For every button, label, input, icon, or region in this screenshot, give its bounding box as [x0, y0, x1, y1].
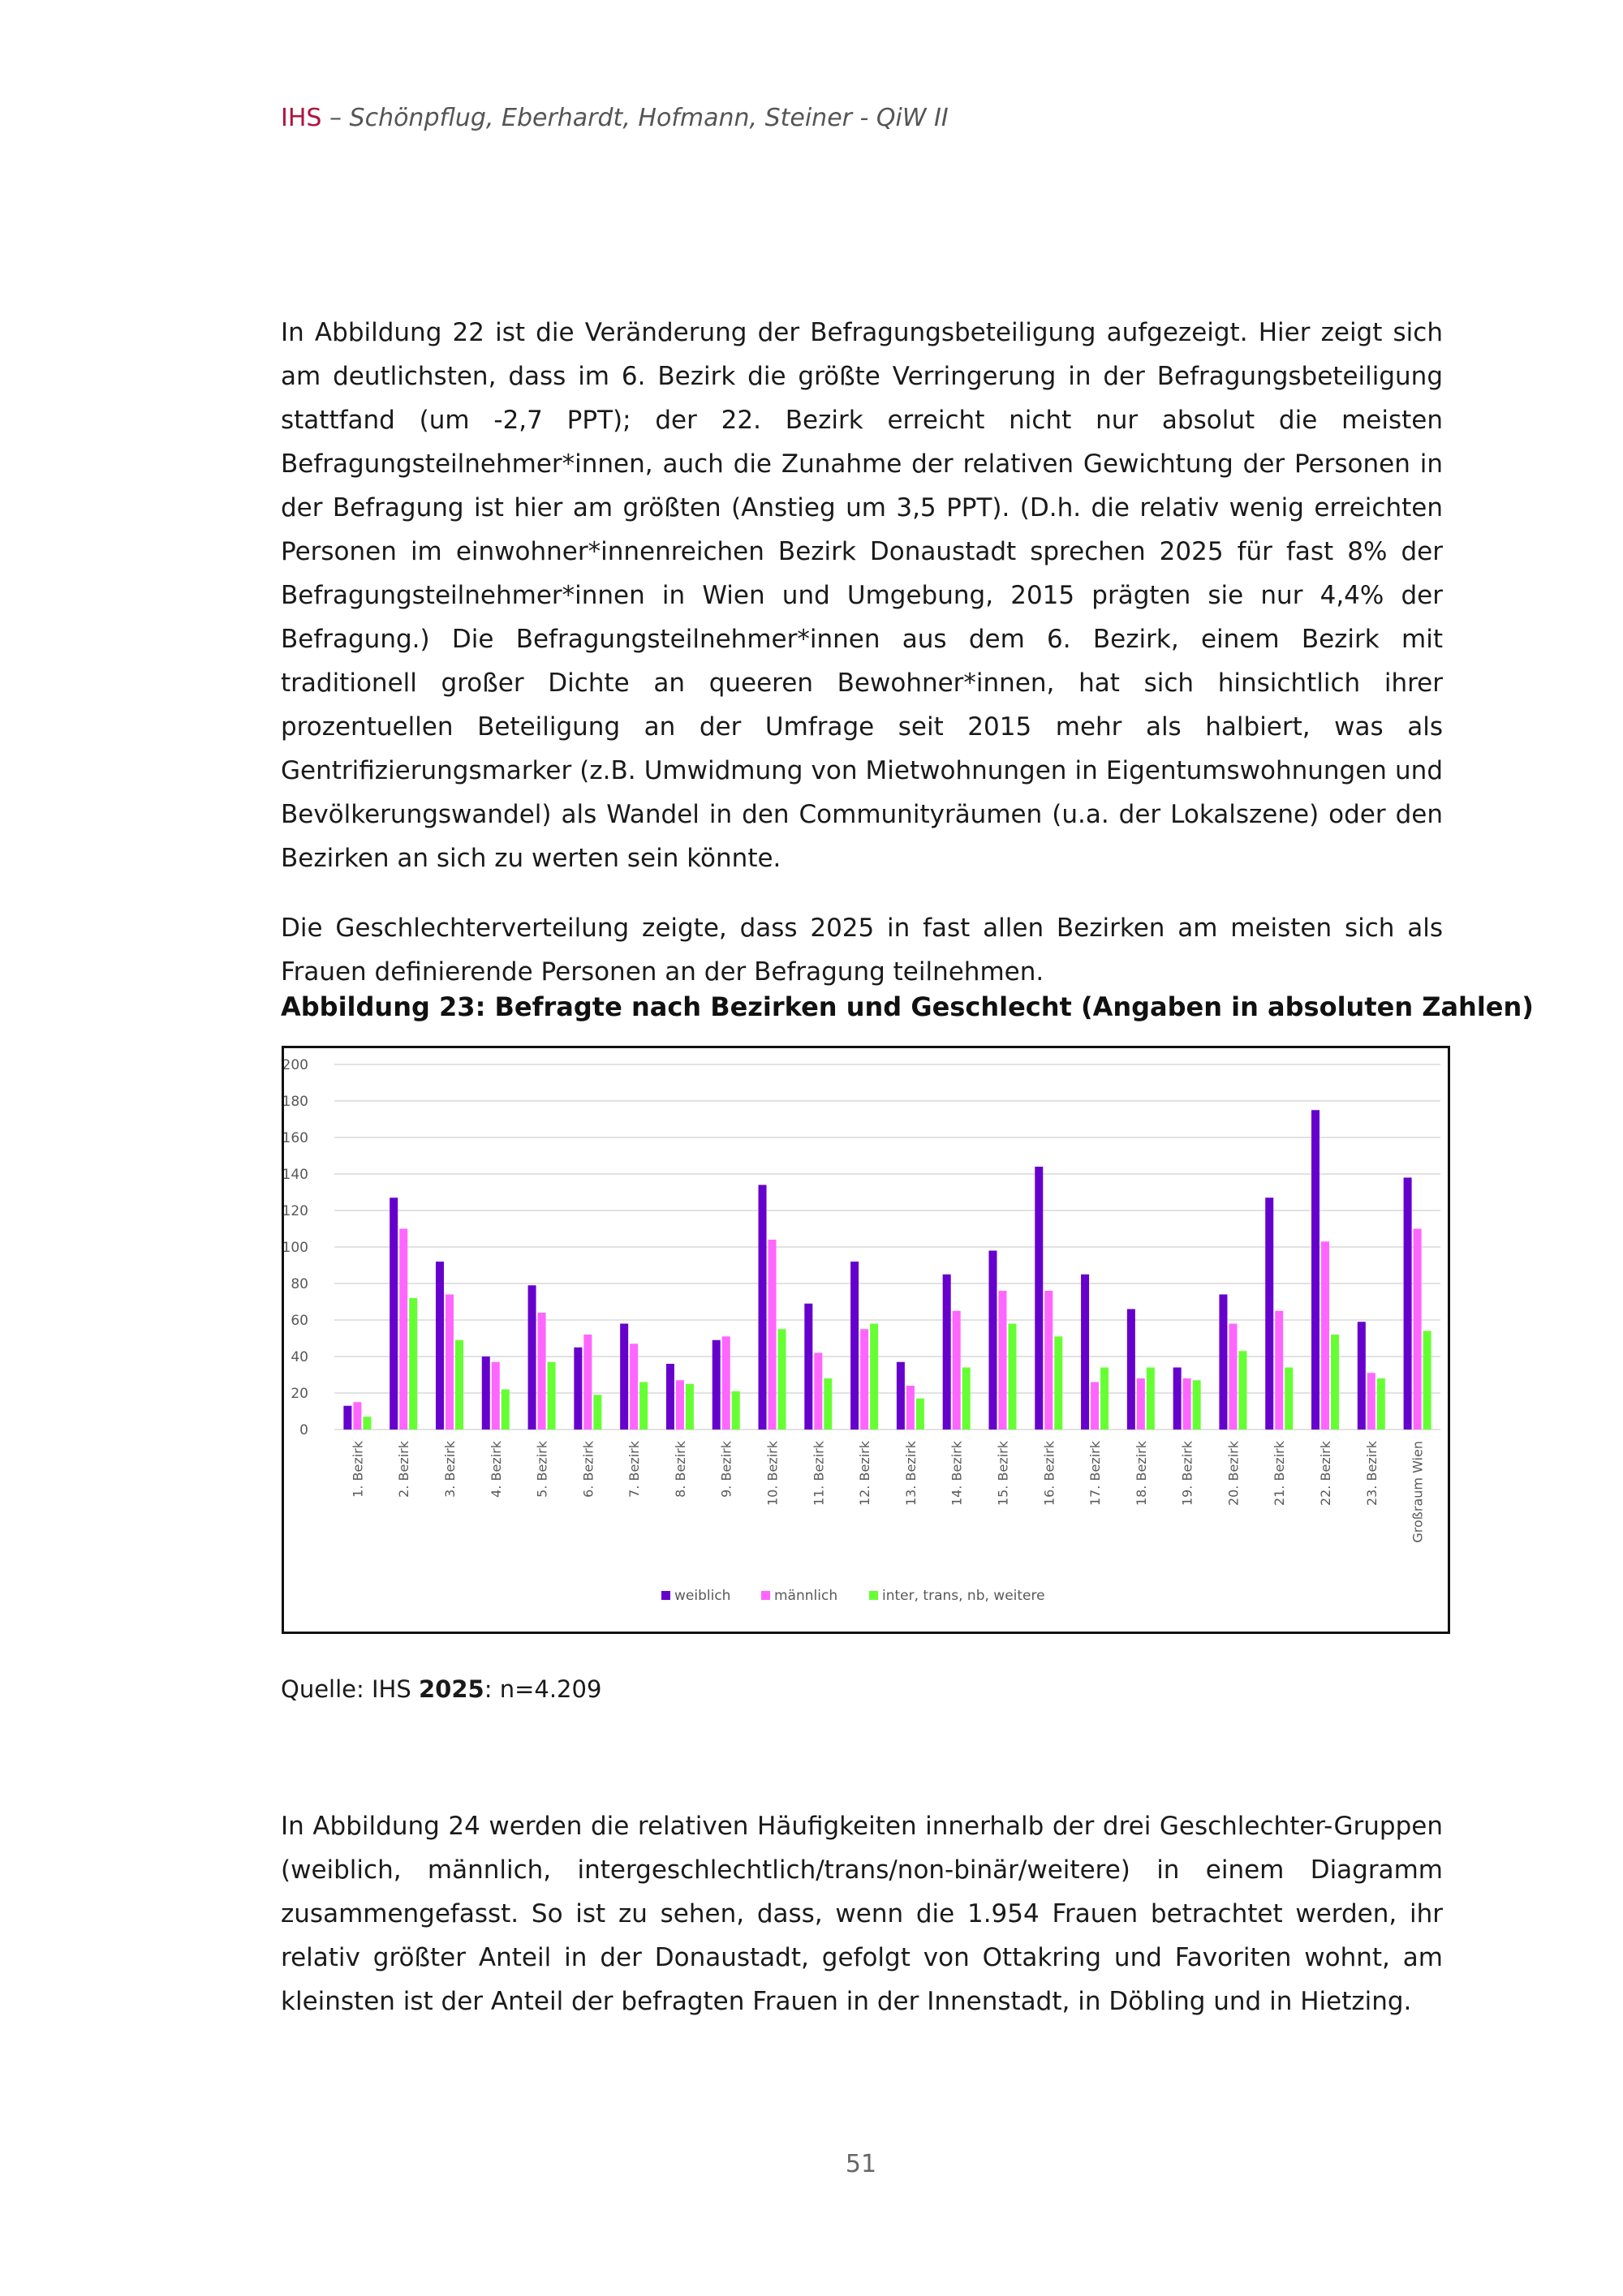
bar-weiblich [1404, 1178, 1412, 1430]
y-tick-label: 60 [291, 1313, 308, 1329]
bar-inter [548, 1362, 556, 1430]
x-tick-label: 7. Bezirk [626, 1441, 643, 1498]
bar-inter [1423, 1331, 1431, 1430]
bar-inter [732, 1391, 740, 1430]
bar-männlich [1321, 1241, 1329, 1430]
x-tick-label: 12. Bezirk [857, 1441, 873, 1507]
legend-label: weiblich [674, 1588, 731, 1604]
bar-inter [1285, 1368, 1293, 1430]
bar-inter [1193, 1380, 1201, 1430]
bar-weiblich [943, 1275, 951, 1430]
y-tick-label: 180 [284, 1094, 308, 1110]
y-tick-label: 0 [299, 1422, 308, 1438]
chart-frame [282, 1046, 1450, 1634]
y-tick-label: 40 [291, 1349, 308, 1365]
legend-label: männlich [774, 1588, 838, 1604]
bar-männlich [1414, 1229, 1422, 1430]
bar-männlich [1183, 1378, 1191, 1430]
x-tick-label: 13. Bezirk [902, 1441, 919, 1507]
x-tick-label: 23. Bezirk [1363, 1441, 1380, 1507]
x-tick-label: 9. Bezirk [718, 1441, 734, 1498]
y-tick-label: 160 [284, 1130, 308, 1146]
x-tick-label: 16. Bezirk [1041, 1441, 1057, 1507]
bar-weiblich [1358, 1322, 1366, 1430]
x-tick-label: 22. Bezirk [1318, 1441, 1334, 1507]
paragraph-gender-distribution: Die Geschlechterverteilung zeigte, dass 2025 in fast allen Bezirken am meisten sich als Frauen definierende Personen an der Befragung teilnehmen. [281, 914, 1443, 987]
x-tick-label: 20. Bezirk [1225, 1441, 1242, 1507]
bar-inter [778, 1329, 786, 1430]
bar-inter [409, 1298, 417, 1430]
x-tick-label: Großraum Wien [1410, 1441, 1426, 1543]
x-tick-label: 17. Bezirk [1087, 1441, 1104, 1507]
bar-männlich [814, 1353, 822, 1430]
bar-männlich [1367, 1373, 1375, 1430]
bar-inter [593, 1395, 601, 1430]
bar-weiblich [666, 1364, 674, 1430]
paragraph-relative-frequencies: In Abbildung 24 werden die relativen Häufigkeiten innerhalb der drei Geschlechter-Gruppen (weiblich, männlich, intergeschlechtlich/trans/non-binär/weitere) in einem Diagramm zusammengefasst. So ist zu sehen, dass, wenn die 1.954 Frauen betrachtet werden, ihr relativ größter Anteil in der Donaustadt, gefolgt von Ottakring und Favoriten wohnt, am kleinsten ist der Anteil der befragten Frauen in der Innenstadt, in Döbling und in Hietzing. [281, 1812, 1443, 2016]
bar-inter [502, 1390, 510, 1430]
bar-weiblich [1173, 1368, 1182, 1430]
bar-männlich [353, 1402, 361, 1430]
bar-weiblich [574, 1348, 582, 1430]
bar-weiblich [1311, 1110, 1319, 1430]
source-year: 2025 [418, 1675, 484, 1703]
bar-männlich [446, 1295, 454, 1430]
bar-männlich [399, 1229, 407, 1430]
bar-männlich [1137, 1378, 1145, 1430]
y-tick-label: 80 [291, 1276, 308, 1292]
bar-weiblich [1219, 1295, 1227, 1430]
bar-männlich [906, 1386, 915, 1430]
legend-swatch [761, 1591, 770, 1600]
bar-weiblich [1127, 1309, 1135, 1430]
x-tick-label: 15. Bezirk [995, 1441, 1011, 1507]
bar-inter [962, 1368, 971, 1430]
x-tick-label: 4. Bezirk [488, 1441, 504, 1498]
legend-label: inter, trans, nb, weitere [882, 1588, 1045, 1604]
bar-männlich [583, 1335, 592, 1430]
bar-weiblich [343, 1406, 351, 1430]
bar-weiblich [897, 1362, 905, 1430]
page-number: 51 [845, 2150, 877, 2178]
bar-weiblich [528, 1285, 536, 1430]
bar-inter [1377, 1378, 1385, 1430]
bar-männlich [630, 1344, 638, 1430]
bar-männlich [768, 1240, 777, 1430]
bar-inter [870, 1324, 878, 1430]
header-brand: IHS [281, 104, 322, 132]
x-tick-label: 5. Bezirk [534, 1441, 550, 1498]
y-tick-label: 200 [284, 1057, 308, 1073]
x-tick-label: 3. Bezirk [441, 1441, 458, 1498]
bar-männlich [538, 1313, 546, 1430]
y-tick-label: 20 [291, 1386, 308, 1402]
x-tick-label: 10. Bezirk [764, 1441, 781, 1507]
bar-inter [1100, 1368, 1109, 1430]
x-tick-label: 19. Bezirk [1179, 1441, 1195, 1507]
bar-männlich [953, 1311, 961, 1430]
y-tick-label: 100 [284, 1240, 308, 1256]
x-tick-label: 14. Bezirk [949, 1441, 965, 1507]
bar-männlich [998, 1291, 1006, 1430]
bar-inter [824, 1378, 832, 1430]
source-prefix: Quelle: IHS [281, 1675, 419, 1703]
legend-swatch [661, 1591, 670, 1600]
bar-weiblich [436, 1262, 444, 1430]
x-tick-label: 21. Bezirk [1272, 1441, 1288, 1507]
x-tick-label: 6. Bezirk [580, 1441, 596, 1498]
bar-männlich [1275, 1311, 1283, 1430]
bar-weiblich [1081, 1275, 1089, 1430]
y-tick-label: 140 [284, 1167, 308, 1183]
bar-männlich [1091, 1382, 1099, 1430]
bar-männlich [492, 1362, 500, 1430]
bar-weiblich [1265, 1197, 1273, 1430]
bar-weiblich [850, 1262, 859, 1430]
bar-inter [363, 1417, 371, 1430]
x-tick-label: 1. Bezirk [350, 1441, 366, 1498]
x-tick-label: 11. Bezirk [811, 1441, 827, 1507]
bar-chart [284, 1048, 1448, 1632]
y-tick-label: 120 [284, 1203, 308, 1219]
bar-inter [686, 1384, 694, 1430]
bar-weiblich [482, 1357, 490, 1430]
bar-inter [1008, 1324, 1016, 1430]
bar-weiblich [712, 1340, 721, 1430]
bar-inter [639, 1382, 648, 1430]
bar-inter [455, 1340, 463, 1430]
bar-inter [916, 1399, 924, 1430]
figure-title: Abbildung 23: Befragte nach Bezirken und Geschlecht (Angaben in absoluten Zahlen) [281, 991, 1534, 1022]
bar-weiblich [1035, 1167, 1043, 1430]
x-tick-label: 8. Bezirk [672, 1441, 688, 1498]
bar-weiblich [390, 1197, 398, 1430]
x-tick-label: 2. Bezirk [396, 1441, 412, 1498]
x-tick-label: 18. Bezirk [1133, 1441, 1149, 1507]
header-authors: – Schönpflug, Eberhardt, Hofmann, Steiner - QiW II [321, 104, 949, 132]
bar-inter [1054, 1336, 1062, 1430]
bar-inter [1238, 1351, 1246, 1430]
bar-männlich [1044, 1291, 1053, 1430]
bar-weiblich [988, 1251, 997, 1430]
bar-weiblich [620, 1324, 628, 1430]
figure-source [281, 1675, 601, 1703]
source-suffix: : n=4.209 [484, 1675, 602, 1703]
paragraph-participation-change: In Abbildung 22 ist die Veränderung der Befragungsbeteiligung aufgezeigt. Hier zeigt sich am deutlichsten, dass im 6. Bezirk die größte Verringerung in der Befragungsbeteiligung stattfand (um -2,7 PPT); der 22. Bezirk erreicht nicht nur absolut die meisten Befragungsteilnehmer*innen, auch die Zunahme der relativen Gewichtung der Personen in der Befragung ist hier am größten (Anstieg um 3,5 PPT). (D.h. die relativ wenig erreichten Personen im einwohner*innenreichen Bezirk Donaustadt sprechen 2025 für fast 8% der Befragungsteilnehmer*innen in Wien und Umgebung, 2015 prägten sie nur 4,4% der Befragung.) Die Befragungsteilnehmer*innen aus dem 6. Bezirk, einem Bezirk mit traditionell großer Dichte an queeren Bewohner*innen, hat sich hinsichtlich ihrer prozentuellen Beteiligung an der Umfrage seit 2015 mehr als halbiert, was als Gentrifizierungsmarker (z.B. Umwidmung von Mietwohnungen in Eigentumswohnungen und Bevölkerungswandel) als Wandel in den Communityräumen (u.a. der Lokalszene) oder den Bezirken an sich zu werten sein könnte. [281, 318, 1443, 873]
bar-weiblich [804, 1304, 812, 1430]
bar-inter [1147, 1368, 1155, 1430]
bar-männlich [860, 1329, 868, 1430]
legend-swatch [869, 1591, 878, 1600]
bar-inter [1331, 1335, 1339, 1430]
bar-männlich [1229, 1324, 1237, 1430]
bar-männlich [722, 1336, 730, 1430]
bar-weiblich [759, 1185, 767, 1430]
running-header [281, 104, 949, 132]
bar-männlich [676, 1380, 684, 1430]
